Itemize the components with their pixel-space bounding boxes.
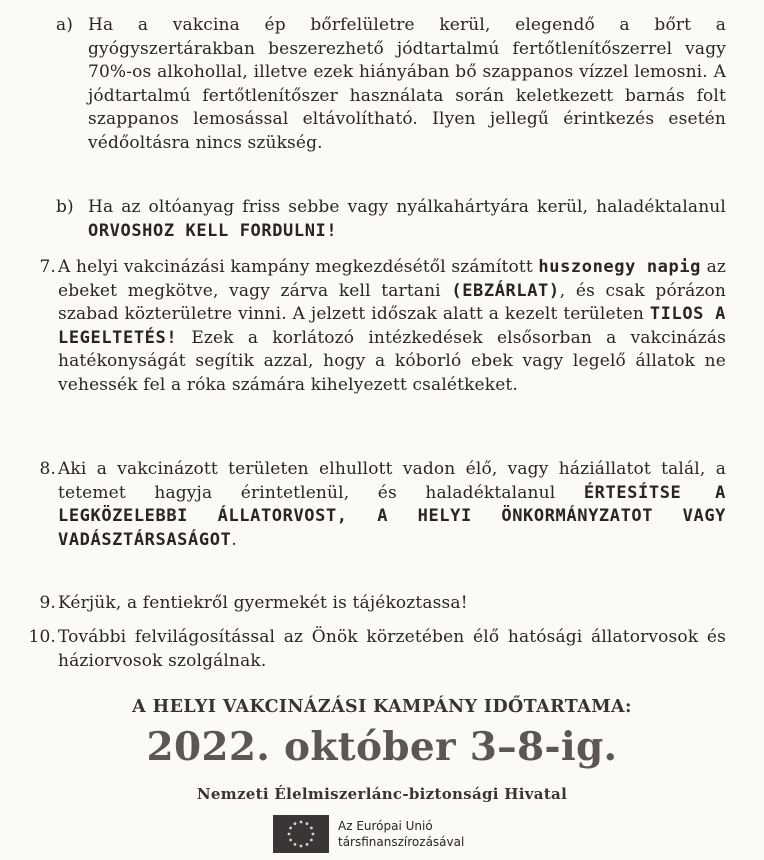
bold-run: ORVOSHOZ KELL FORDULNI! <box>88 220 338 241</box>
eu-star <box>294 843 297 846</box>
text-run: Ezek a korlátozó intézkedések elsősorban a vakcinázás hatékonyságát segítik azzal, hogy a kóborló ebek vagy legelő állatok ne vehessék fel a róka számára kihelyezett csalétkeket. <box>58 327 726 395</box>
eu-star <box>306 822 309 825</box>
agency-name: Nemzeti Élelmiszerlánc-biztonsági Hivatal <box>196 785 568 803</box>
eu-cofinancing-text <box>338 818 464 850</box>
eu-stars-graphic <box>273 815 329 853</box>
list-item-text: További felvilágosítással az Önök körzetében élő hatósági állatorvosok és háziorvosok szolgálnak. <box>58 627 726 671</box>
eu-star <box>300 821 303 824</box>
text-run: Ha az oltóanyag friss sebbe vagy nyálkahártyára kerül, haladéktalanul <box>88 197 726 217</box>
eu-star <box>312 833 315 836</box>
eu-line-1: Az Európai Unió <box>338 819 433 833</box>
bold-run: TILOS A LEGELTETÉS! <box>58 304 726 348</box>
text-run: A helyi vakcinázási kampány megkezdésétől számított <box>58 257 539 277</box>
eu-star <box>289 827 292 830</box>
sub-item-label: a) <box>56 15 74 35</box>
eu-star <box>289 839 292 842</box>
campaign-date: 2022. október 3–8-ig. <box>146 724 618 770</box>
list-item-number: 9. <box>39 593 56 613</box>
list-item-8 <box>18 458 726 552</box>
text-run: . <box>231 529 237 550</box>
sub-item-text <box>88 196 726 243</box>
list-item-10 <box>18 626 726 673</box>
eu-line-2: társfinanszírozásával <box>338 835 465 849</box>
sub-item-text: Ha a vakcina ép bőrfelületre kerül, elegendő a bőrt a gyógyszertárakban beszerezhető jódtartalmú fertőtlenítőszerrel vagy 70%-os alkohollal, illetve ezek hiányában bő szappanos vízzel lemosni. A jódtartalmú fertőtlenítőszer használata során keletkezett barnás folt szappanos lemosással eltávolítható. Ilyen jellegű érintkezés esetén védőoltásra nincs szükség. <box>88 15 726 153</box>
eu-star <box>288 833 291 836</box>
text-run: az ebeket megkötve, vagy zárva kell tartani <box>58 257 726 301</box>
list-item-9 <box>18 592 726 616</box>
eu-star <box>310 839 313 842</box>
bold-run: ÉRTESÍTSE A LEGKÖZELEBBI ÁLLATORVOST, A HELYI ÖNKORMÁNYZATOT VAGY VADÁSZTÁRSASÁGOT <box>58 482 727 550</box>
list-item-text: Kérjük, a fentiekről gyermekét is tájékoztassa! <box>58 593 468 613</box>
sub-item-a <box>56 14 726 156</box>
list-item-number: 8. <box>39 459 56 479</box>
eu-star <box>310 827 313 830</box>
sub-item-b <box>56 196 726 243</box>
list-item-7 <box>18 256 726 398</box>
eu-flag-icon <box>273 815 329 853</box>
list-item-text <box>58 256 726 398</box>
list-item-number: 10. <box>28 627 56 647</box>
text-run: Aki a vakcinázott területen elhullott vadon élő, vagy háziállatot talál, a tetemet hagyja érintetlenül, és haladéktalanul <box>58 459 726 503</box>
eu-star <box>294 822 297 825</box>
eu-star <box>306 843 309 846</box>
bold-run: (EBZÁRLAT) <box>451 280 560 301</box>
list-item-text <box>58 458 726 552</box>
campaign-heading: A HELYI VAKCINÁZÁSI KAMPÁNY IDŐTARTAMA: <box>132 697 632 717</box>
bold-run: huszonegy napig <box>538 257 701 277</box>
list-item-number: 7. <box>39 257 56 277</box>
text-run: , és csak pórázon szabad közterületre vinni. A jelzett időszak alatt a kezelt területen <box>58 280 726 325</box>
eu-star <box>300 845 303 848</box>
sub-item-label: b) <box>56 197 74 217</box>
